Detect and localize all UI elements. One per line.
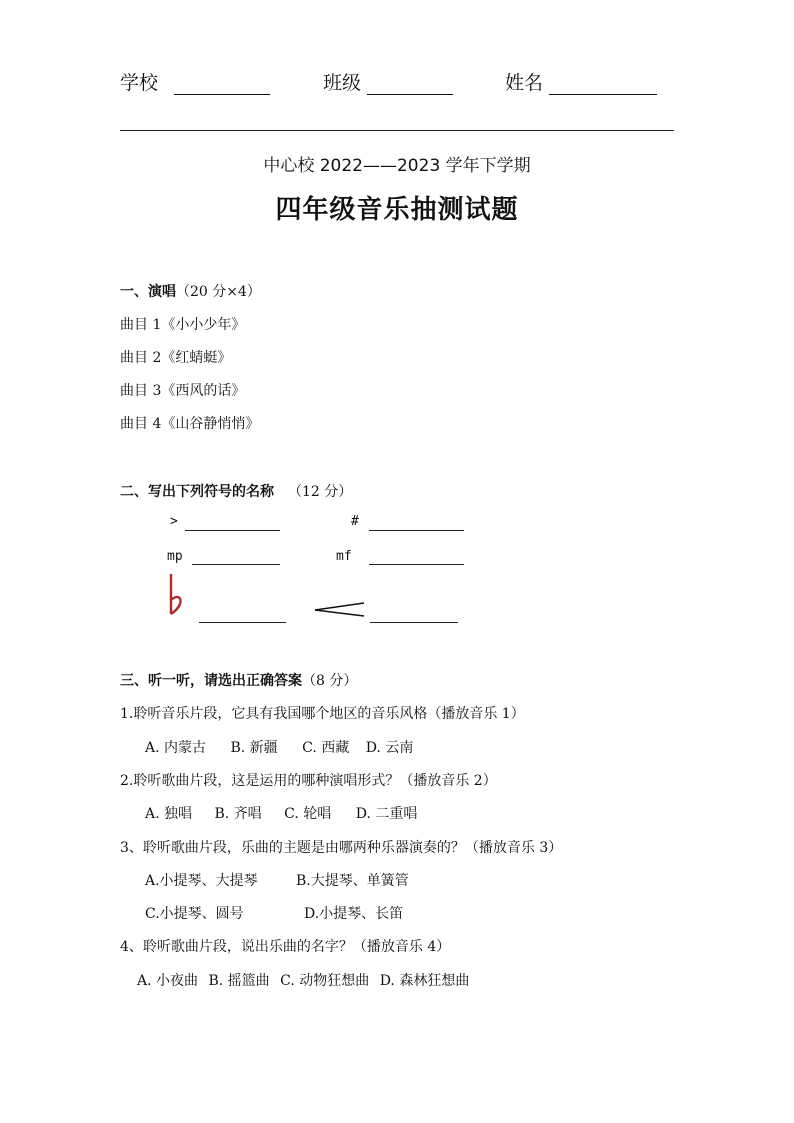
question-3: 3、聆听歌曲片段，乐曲的主题是由哪两种乐器演奏的？（播放音乐 3） <box>120 840 563 856</box>
option-c[interactable]: C. 西藏 <box>302 740 350 756</box>
sharp-symbol: # <box>351 514 359 529</box>
name-label: 姓名 <box>505 72 544 94</box>
q3-option-b[interactable]: B.大提琴、单簧管 <box>296 873 409 889</box>
option-a[interactable]: A. 小夜曲 <box>137 973 199 989</box>
section2-score: （12 分） <box>288 484 353 500</box>
option-d[interactable]: D. 森林狂想曲 <box>379 973 470 989</box>
exam-title: 四年级音乐抽测试题 <box>275 195 519 225</box>
section1-score: （20 分×4） <box>176 284 261 300</box>
flat-icon <box>166 572 186 618</box>
q4-options <box>137 970 469 990</box>
name-blank[interactable] <box>549 74 657 95</box>
q1-options <box>145 737 413 757</box>
answer-line-flat[interactable] <box>199 622 286 623</box>
section3-heading <box>120 670 357 690</box>
option-d[interactable]: D. 云南 <box>365 740 414 756</box>
song-item: 曲目 3《西风的话》 <box>120 383 246 399</box>
section3-score: （8 分） <box>302 673 358 689</box>
option-b[interactable]: B. 摇篮曲 <box>208 973 270 989</box>
q3-option-a[interactable]: A.小提琴、大提琴 <box>145 873 258 889</box>
option-d[interactable]: D. 二重唱 <box>355 806 418 822</box>
section2-heading <box>120 481 352 501</box>
answer-line-accent[interactable] <box>185 530 280 531</box>
class-blank[interactable] <box>367 74 453 95</box>
answer-line-mf[interactable] <box>369 564 464 565</box>
class-field <box>323 68 453 95</box>
section3-title: 三、听一听，请选出正确答案 <box>120 673 302 689</box>
option-c[interactable]: C. 轮唱 <box>284 806 332 822</box>
crescendo-icon <box>312 600 366 620</box>
q3-option-c[interactable]: C.小提琴、圆号 <box>145 906 244 922</box>
question-2: 2.聆听歌曲片段，这是运用的哪种演唱形式？（播放音乐 2） <box>120 773 497 789</box>
school-label: 学校 <box>120 72 159 94</box>
song-item: 曲目 4《山谷静悄悄》 <box>120 416 260 432</box>
school-field <box>120 68 270 95</box>
answer-line-sharp[interactable] <box>369 530 464 531</box>
option-c[interactable]: C. 动物狂想曲 <box>280 973 370 989</box>
answer-line-mp[interactable] <box>192 564 280 565</box>
answer-line-crescendo[interactable] <box>370 622 458 623</box>
q3-option-d[interactable]: D.小提琴、长笛 <box>304 906 404 922</box>
song-item: 曲目 1《小小少年》 <box>120 317 246 333</box>
option-a[interactable]: A. 内蒙古 <box>145 740 207 756</box>
school-blank[interactable] <box>174 74 270 95</box>
mf-symbol: mf <box>336 549 352 564</box>
exam-subtitle: 中心校 2022——2023 学年下学期 <box>263 156 531 176</box>
section1-title: 一、演唱 <box>120 284 176 300</box>
song-item: 曲目 2《红蜻蜓》 <box>120 350 232 366</box>
section1-heading <box>120 281 261 301</box>
section2-title: 二、写出下列符号的名称 <box>120 484 274 500</box>
option-b[interactable]: B. 新疆 <box>230 740 278 756</box>
header-divider <box>120 130 674 131</box>
option-b[interactable]: B. 齐唱 <box>214 806 262 822</box>
option-a[interactable]: A. 独唱 <box>145 806 193 822</box>
class-label: 班级 <box>323 72 362 94</box>
name-field <box>505 68 657 95</box>
question-4: 4、聆听歌曲片段，说出乐曲的名字？（播放音乐 4） <box>120 939 451 955</box>
mp-symbol: mp <box>167 549 183 564</box>
question-1: 1.聆听音乐片段，它具有我国哪个地区的音乐风格（播放音乐 1） <box>120 706 525 722</box>
accent-symbol: > <box>170 514 178 529</box>
q2-options <box>145 803 417 823</box>
